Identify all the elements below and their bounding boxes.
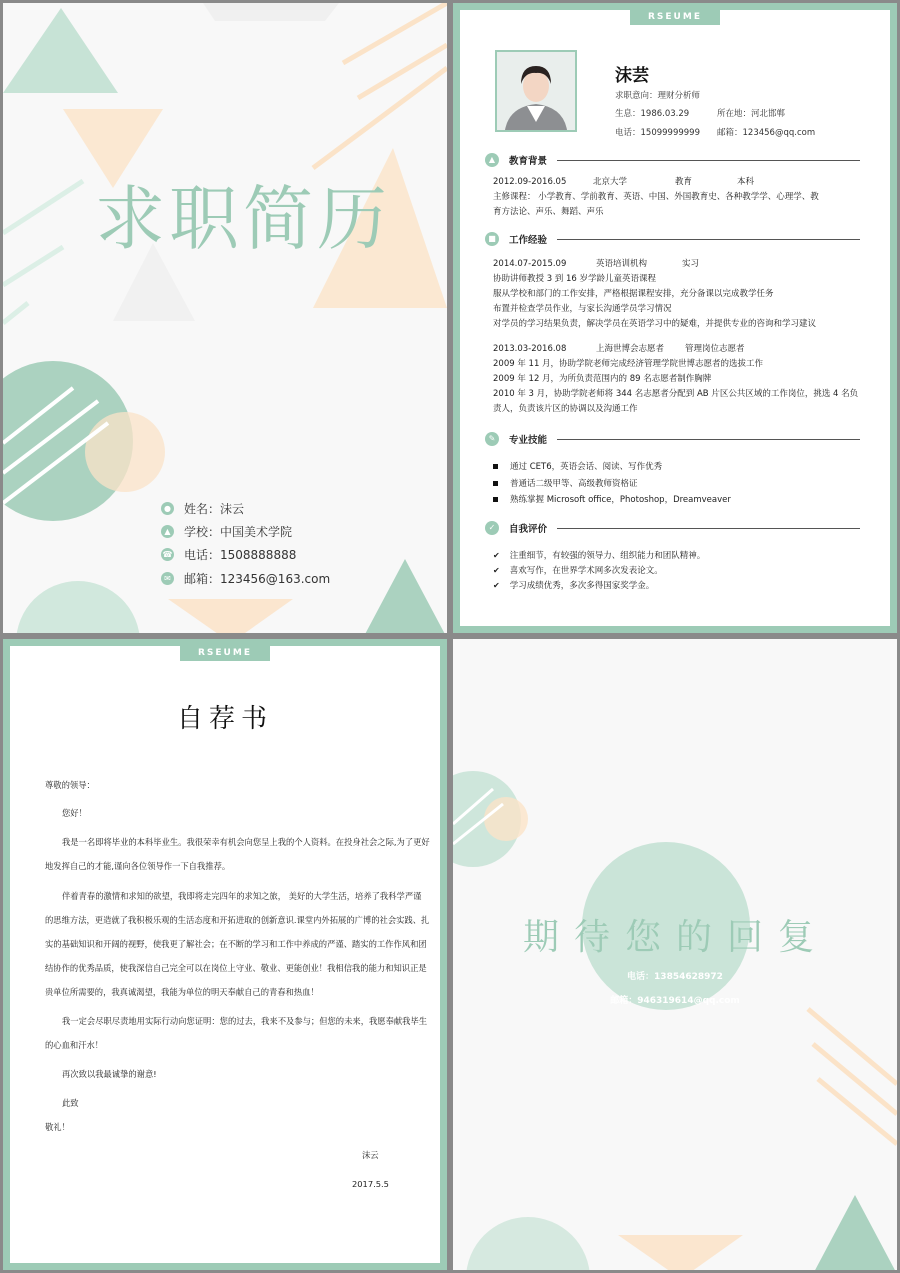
letter-page bbox=[3, 639, 447, 1270]
letter-signature: 沫云 bbox=[362, 1150, 379, 1160]
graduation-cap-icon: ▲ bbox=[485, 153, 499, 167]
cover-school: 学校：中国美术学院 bbox=[184, 525, 293, 539]
resume-phone: 电话：15099999999 bbox=[615, 128, 700, 138]
letter-tag: RSEUME bbox=[180, 646, 270, 661]
edu-courses-2: 育方法论、声乐、舞蹈、声乐 bbox=[493, 207, 604, 217]
skills-title: 专业技能 bbox=[509, 435, 548, 446]
job1-org: 英语培训机构 bbox=[596, 259, 648, 269]
cover-page bbox=[3, 3, 447, 633]
letter-thanks: 再次致以我最诚挚的谢意! bbox=[62, 1069, 157, 1079]
edu-courses-1: 主修课程： 小学教育、学前教育、英语、中国、外国教育史、各种教学学、心理学、教 bbox=[493, 192, 819, 202]
job1-line: 布置并检查学员作业，与家长沟通学员学习情况 bbox=[493, 304, 672, 314]
resume-email: 邮箱：123456@qq.com bbox=[717, 128, 816, 138]
cover-phone-row bbox=[161, 546, 296, 563]
square-bullet-icon bbox=[493, 497, 498, 502]
letter-sheet bbox=[10, 646, 440, 1263]
graduation-cap-icon: ▲ bbox=[161, 525, 174, 538]
person-icon: ● bbox=[161, 502, 174, 515]
letter-line: 结协作的优秀品质，使我深信自己完全可以在岗位上守业、敬业、更能创业！我相信我的能力和知识正是 bbox=[45, 963, 427, 973]
cover-phone: 电话：1508888888 bbox=[184, 548, 297, 562]
self-eval-item bbox=[493, 564, 663, 576]
letter-line: 的思维方法，更造就了我积极乐观的生活态度和开拓进取的创新意识.课堂内外拓展的广博的社会实践、扎 bbox=[45, 915, 430, 925]
job2-line: 2009 年 12 月，为所负责范围内的 89 名志愿者制作胸牌 bbox=[493, 374, 712, 384]
letter-line: 地发挥自己的才能,谨向各位领导作一下自我推荐。 bbox=[45, 861, 231, 871]
job2-line: 责人，负责该片区的协调以及沟通工作 bbox=[493, 404, 638, 414]
letter-line: 的心血和汗水！ bbox=[45, 1040, 104, 1050]
birth-date: 生息：1986.03.29 bbox=[615, 109, 690, 119]
job2-role: 管理岗位志愿者 bbox=[685, 344, 745, 354]
self-eval-title: 自我评价 bbox=[509, 524, 548, 535]
self-eval-item bbox=[493, 549, 705, 561]
job2-org: 上海世博会志愿者 bbox=[596, 344, 665, 354]
job1-role: 实习 bbox=[682, 259, 700, 269]
self-eval-item bbox=[493, 579, 654, 591]
cover-name: 姓名：沫云 bbox=[184, 502, 245, 516]
resume-sheet bbox=[460, 10, 890, 626]
letter-line: 伴着青春的激情和求知的欲望，我即将走完四年的求知之旅， 美好的大学生活，培养了我科学严谨 bbox=[62, 891, 422, 901]
cover-title: 求职简历 bbox=[95, 178, 391, 260]
self-eval-header bbox=[485, 521, 860, 535]
job1-line: 对学员的学习结果负责，解决学员在英语学习中的疑难，并提供专业的咨询和学习建议 bbox=[493, 319, 817, 329]
cover-email-row bbox=[161, 570, 330, 587]
letter-title: 自荐书 bbox=[176, 704, 273, 734]
self-eval-text: 注重细节，有较强的领导力、组织能力和团队精神。 bbox=[509, 551, 706, 561]
profile-photo bbox=[495, 50, 577, 132]
back-title: 期待您的回复 bbox=[523, 917, 830, 958]
resume-tag: RSEUME bbox=[630, 10, 720, 25]
self-eval-text: 学习成绩优秀，多次多得国家奖学金。 bbox=[509, 581, 655, 591]
cover-name-row bbox=[161, 500, 244, 517]
wrench-icon: ✎ bbox=[485, 432, 499, 446]
letter-line: 贵单位所需要的，我真诚渴望，我能为单位的明天奉献自己的青春和热血！ bbox=[45, 987, 319, 997]
letter-line: 我一定会尽职尽责地用实际行动向您证明：您的过去，我来不及参与；但您的未来，我愿奉献我毕生 bbox=[62, 1016, 428, 1026]
edit-icon: ✓ bbox=[485, 521, 499, 535]
education-title: 教育背景 bbox=[509, 156, 548, 167]
letter-date: 2017.5.5 bbox=[352, 1179, 389, 1189]
square-bullet-icon bbox=[493, 464, 498, 469]
divider bbox=[557, 528, 860, 529]
square-bullet-icon bbox=[493, 481, 498, 486]
check-icon: ✔ bbox=[493, 550, 500, 560]
cover-email: 邮箱：123456@163.com bbox=[184, 572, 331, 586]
profile-photo-image bbox=[497, 52, 575, 130]
job1-line: 服从学校和部门的工作安排，严格根据课程安排，充分备课以完成教学任务 bbox=[493, 289, 774, 299]
work-header bbox=[485, 232, 860, 246]
back-email: 邮箱：946319614@qq.com bbox=[610, 996, 740, 1006]
divider bbox=[557, 239, 860, 240]
skill-item bbox=[493, 477, 638, 489]
skill-item bbox=[493, 460, 662, 472]
self-eval-text: 喜欢写作，在世界学术网多次发表论文。 bbox=[509, 566, 663, 576]
job2-line: 2009 年 11 月，协助学院老师完成经济管理学院世博志愿者的选拔工作 bbox=[493, 359, 764, 369]
skill-item bbox=[493, 493, 731, 505]
back-page bbox=[453, 639, 897, 1270]
skill-text: 熟练掌握 Microsoft office，Photoshop，Dreamveaver bbox=[510, 495, 731, 505]
edu-period: 2012.09-2016.05 bbox=[493, 177, 567, 187]
job-intent: 求职意向：理财分析师 bbox=[615, 91, 701, 101]
resume-page bbox=[453, 3, 897, 633]
job1-line: 协助讲师教授 3 到 16 岁学龄儿童英语课程 bbox=[493, 274, 657, 284]
briefcase-icon: ■ bbox=[485, 232, 499, 246]
edu-major: 教育 bbox=[675, 177, 693, 187]
skill-text: 通过 CET6，英语会话、阅读、写作优秀 bbox=[510, 462, 663, 472]
phone-icon: ☎ bbox=[162, 550, 173, 559]
job2-line: 2010 年 3 月，协助学院老师将 344 名志愿者分配到 AB 片区公共区域的工作岗位，挑选 4 名负 bbox=[493, 389, 859, 399]
back-phone: 电话：13854628972 bbox=[627, 972, 723, 982]
location: 所在地：河北邯郸 bbox=[717, 109, 786, 119]
letter-closing-2: 敬礼！ bbox=[45, 1122, 70, 1132]
letter-greeting: 尊敬的领导： bbox=[45, 780, 95, 790]
job2-period: 2013.03-2016.08 bbox=[493, 344, 567, 354]
letter-closing-1: 此致 bbox=[62, 1098, 79, 1108]
work-title: 工作经验 bbox=[509, 235, 548, 246]
cover-school-row bbox=[161, 523, 292, 540]
job1-period: 2014.07-2015.09 bbox=[493, 259, 567, 269]
resume-name: 沫芸 bbox=[615, 66, 649, 86]
letter-line: 我是一名即将毕业的本科毕业生。我很荣幸有机会向您呈上我的个人资料。在投身社会之际,为了更好 bbox=[62, 837, 430, 847]
edu-degree: 本科 bbox=[737, 177, 755, 187]
letter-hello: 您好！ bbox=[62, 808, 87, 818]
skill-text: 普通话二级甲等、高级教师资格证 bbox=[510, 479, 638, 489]
letter-line: 实的基础知识和开阔的视野，使我更了解社会；在不断的学习和工作中养成的严谨、踏实的工作作风和团 bbox=[45, 939, 427, 949]
education-header bbox=[485, 153, 860, 167]
check-icon: ✔ bbox=[493, 565, 500, 575]
divider bbox=[557, 439, 860, 440]
check-icon: ✔ bbox=[493, 580, 500, 590]
skills-header bbox=[485, 432, 860, 446]
mail-icon: ✉ bbox=[161, 572, 174, 585]
divider bbox=[557, 160, 860, 161]
edu-school: 北京大学 bbox=[593, 177, 628, 187]
